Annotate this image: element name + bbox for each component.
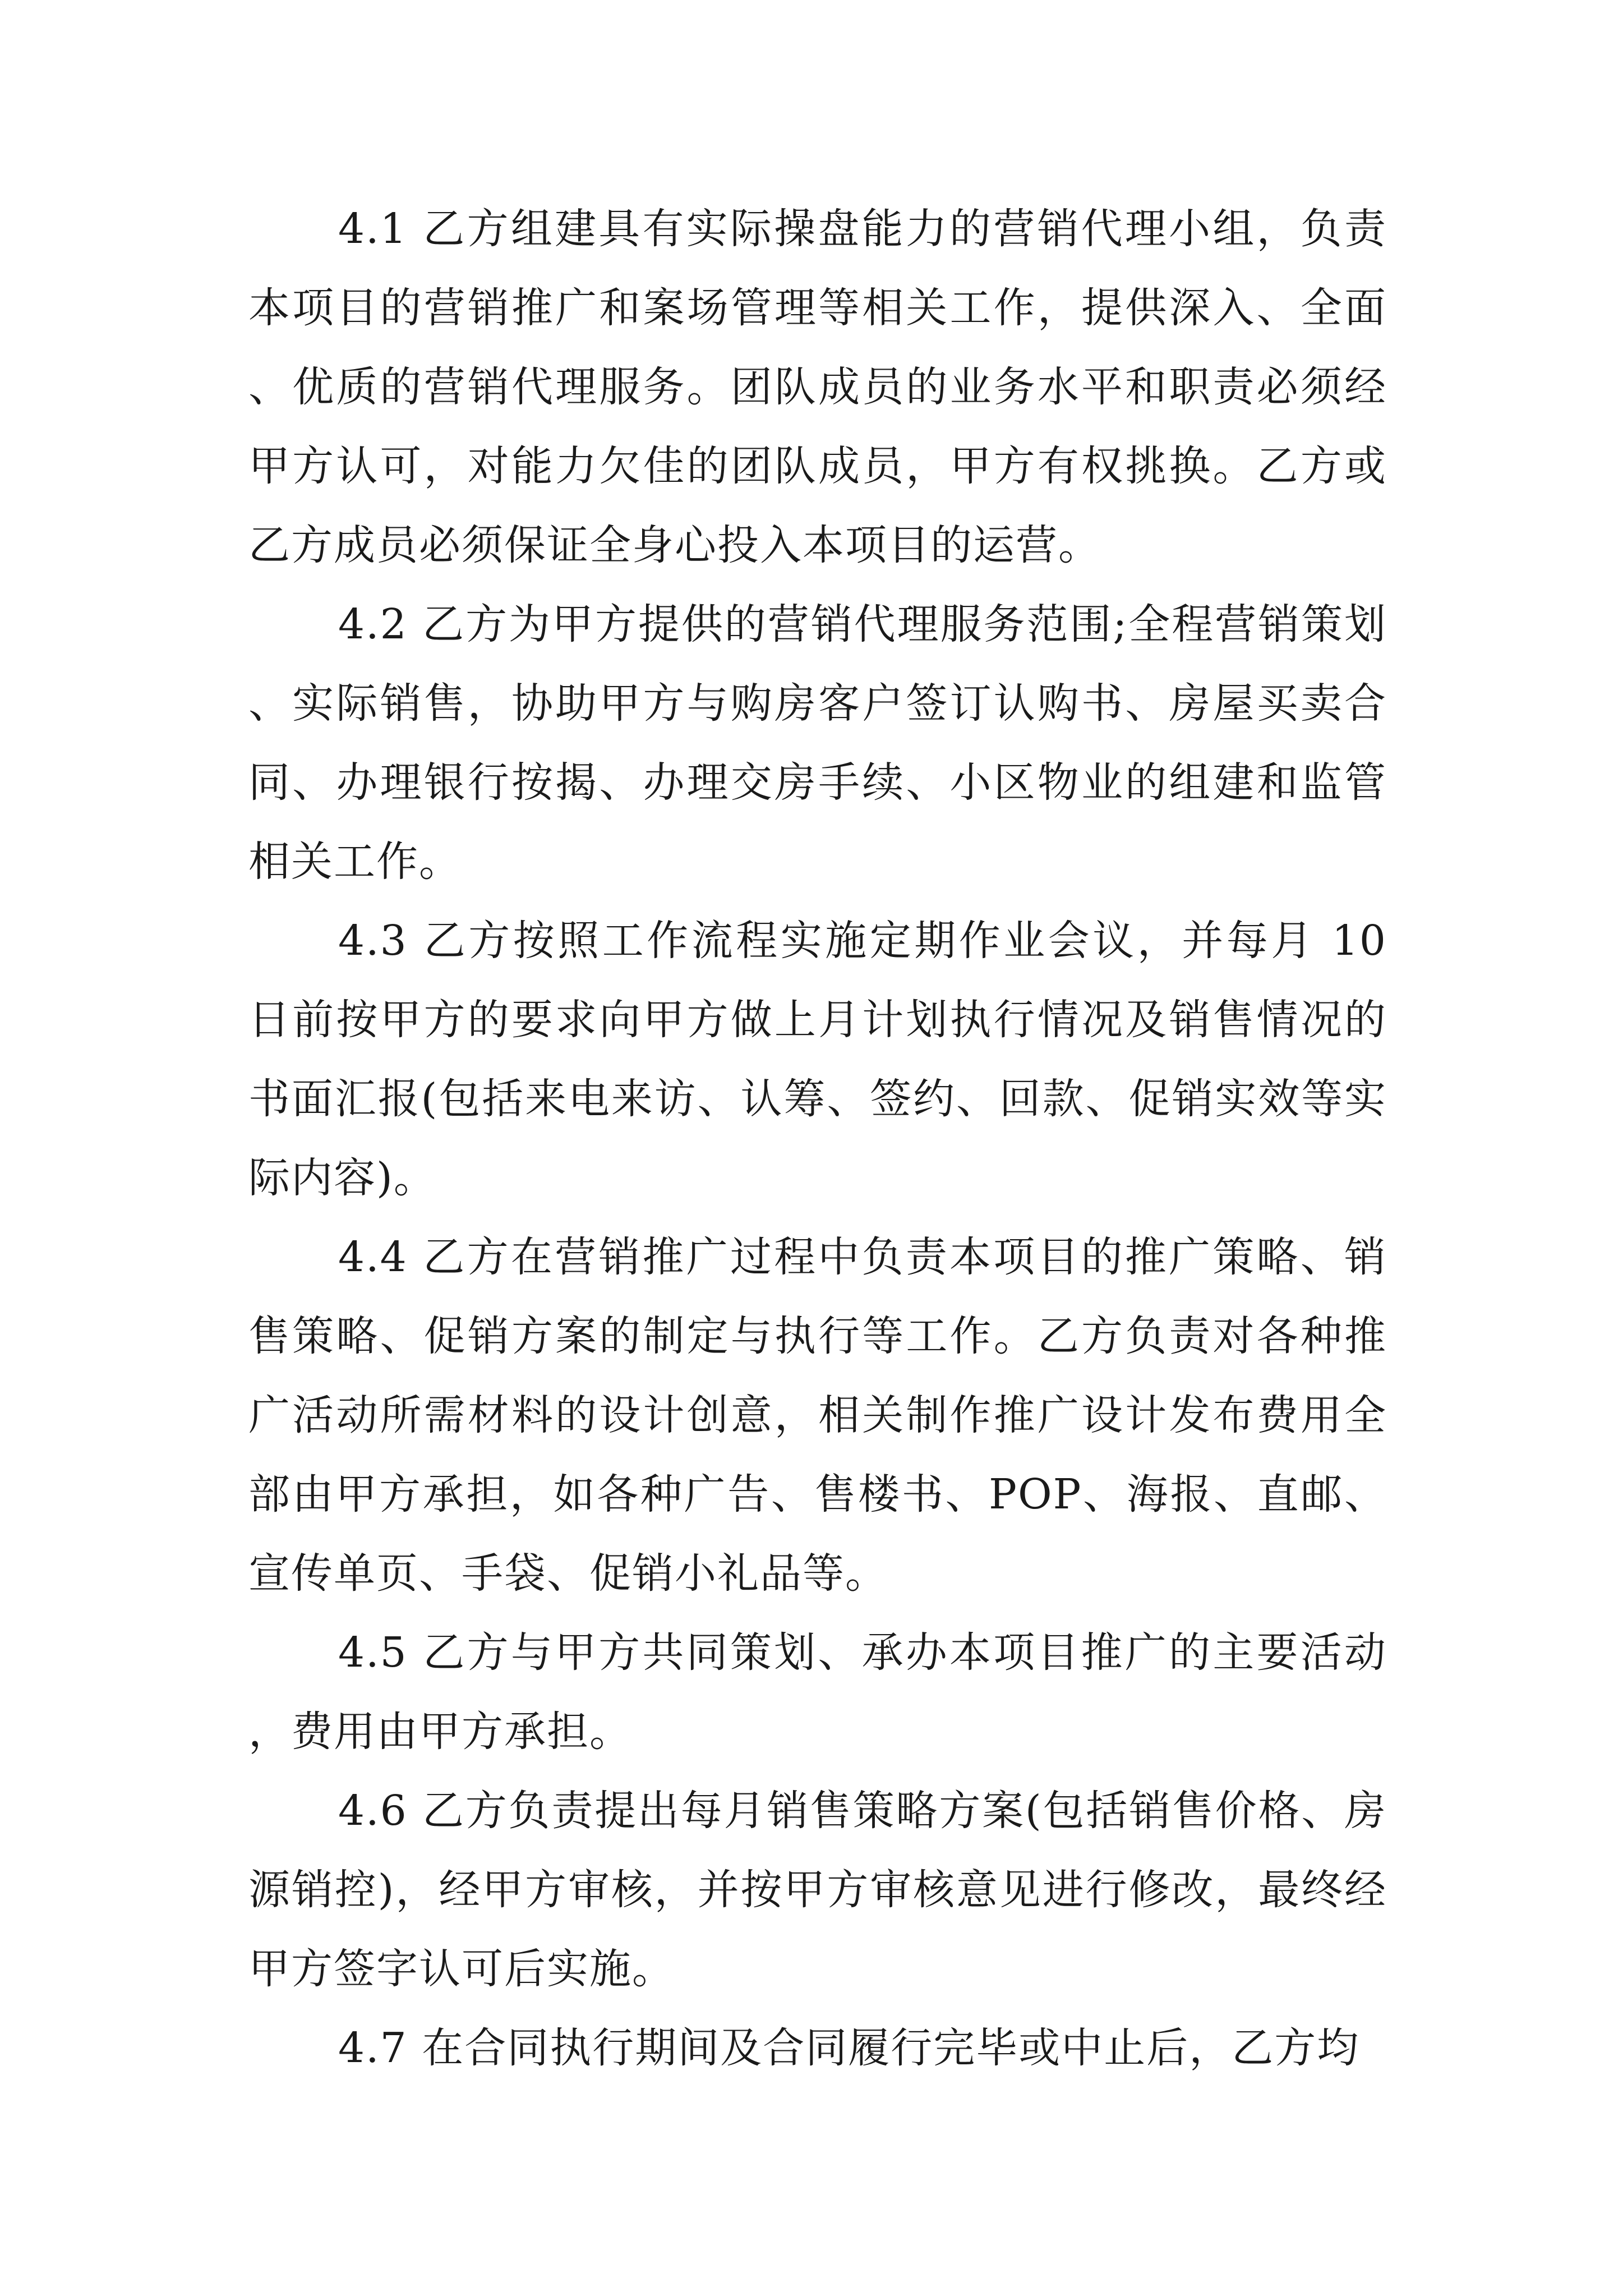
clause-4-6: 4.6 乙方负责提出每月销售策略方案(包括销售价格、房源销控)，经甲方审核，并按甲方审核意见进行修改，最终经甲方签字认可后实施。	[248, 1787, 1387, 1993]
clause-4-7: 4.7 在合同执行期间及合同履行完毕或中止后，乙方均	[338, 2024, 1360, 2072]
clause-4-2: 4.2 乙方为甲方提供的营销代理服务范围;全程营销策划、实际销售，协助甲方与购房客户签订认购书、房屋买卖合同、办理银行按揭、办理交房手续、小区物业的组建和监管相关工作。	[248, 600, 1387, 886]
clause-4-4: 4.4 乙方在营销推广过程中负责本项目的推广策略、销售策略、促销方案的制定与执行等工作。乙方负责对各种推广活动所需材料的设计创意，相关制作推广设计发布费用全部由甲方承担，如各种广告、售楼书、POP、海报、直邮、宣传单页、手袋、促销小礼品等。	[248, 1233, 1387, 1598]
clause-4-5: 4.5 乙方与甲方共同策划、承办本项目推广的主要活动，费用由甲方承担。	[248, 1628, 1387, 1756]
clause-4-3: 4.3 乙方按照工作流程实施定期作业会议，并每月 10 日前按甲方的要求向甲方做上月计划执行情况及销售情况的书面汇报(包括来电来访、认筹、签约、回款、促销实效等实际内容)。	[248, 917, 1387, 1202]
clause-4-1: 4.1 乙方组建具有实际操盘能力的营销代理小组，负责本项目的营销推广和案场管理等相关工作，提供深入、全面、优质的营销代理服务。团队成员的业务水平和职责必须经甲方认可，对能力欠佳的团队成员，甲方有权挑换。乙方或乙方成员必须保证全身心投入本项目的运营。	[248, 205, 1387, 569]
document-body	[248, 190, 1387, 2088]
